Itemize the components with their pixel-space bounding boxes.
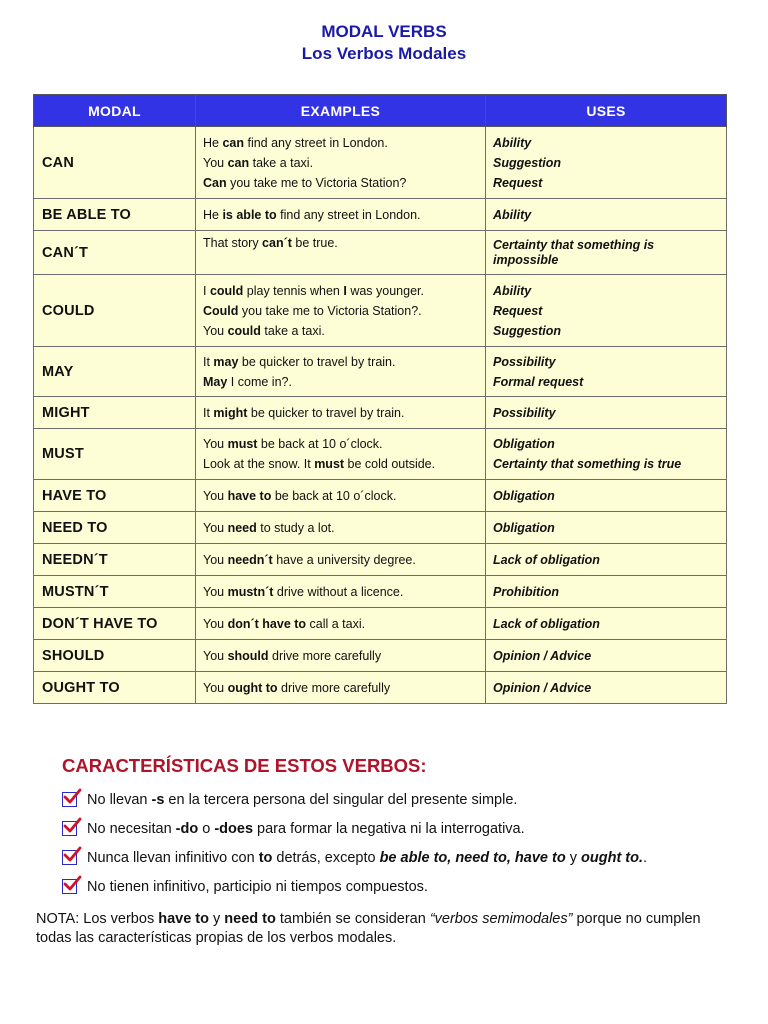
list-text-segment: Nunca llevan infinitivo con bbox=[87, 849, 259, 866]
example-text: He bbox=[203, 207, 223, 222]
list-text-segment: ought to. bbox=[581, 849, 644, 866]
uses-cell bbox=[486, 127, 727, 199]
use-line: Lack of obligation bbox=[493, 616, 600, 631]
example-line bbox=[203, 253, 485, 273]
example-modal-word: mustn´t bbox=[227, 584, 274, 599]
table-row bbox=[34, 347, 727, 397]
use-line: Ability bbox=[493, 207, 532, 222]
example-modal-word: I bbox=[343, 283, 347, 298]
example-line bbox=[203, 582, 485, 602]
example-line bbox=[203, 352, 485, 372]
note-segment: porque no cumplen todas las características propias de los verbos modales. bbox=[36, 911, 701, 946]
modal-cell: DON´T HAVE TO bbox=[34, 608, 196, 640]
example-text: You bbox=[203, 584, 228, 599]
modal-cell: CAN bbox=[34, 127, 196, 199]
use-line: Suggestion bbox=[493, 323, 562, 338]
example-text: You bbox=[203, 323, 228, 338]
uses-cell bbox=[486, 275, 727, 347]
example-text: You bbox=[203, 648, 228, 663]
example-text: be back at 10 o´clock. bbox=[271, 488, 397, 503]
table-row bbox=[34, 397, 727, 429]
example-text: was younger. bbox=[346, 283, 424, 298]
checkbox-checked-icon bbox=[62, 850, 77, 865]
example-line bbox=[203, 372, 485, 392]
list-text-segment: . bbox=[643, 849, 648, 866]
examples-cell bbox=[196, 275, 486, 347]
table-row bbox=[34, 429, 727, 480]
example-text: find any street in London. bbox=[276, 207, 421, 222]
example-text: you take me to Victoria Station? bbox=[226, 175, 407, 190]
example-text: be back at 10 o´clock. bbox=[257, 437, 383, 451]
list-text-segment: -do bbox=[175, 820, 199, 837]
example-line bbox=[203, 301, 485, 321]
page-title: MODAL VERBS bbox=[321, 22, 447, 41]
example-text: find any street in London. bbox=[244, 135, 388, 150]
table-row bbox=[34, 231, 727, 275]
list-text-segment: No necesitan bbox=[87, 820, 176, 837]
example-text: You bbox=[203, 616, 228, 631]
modal-verbs-table bbox=[33, 94, 727, 704]
use-line: Certainty that something is bbox=[493, 237, 655, 252]
example-text: be quicker to travel by train. bbox=[238, 354, 396, 369]
example-line bbox=[203, 403, 485, 423]
uses-cell bbox=[486, 429, 727, 480]
use-line: Request bbox=[493, 303, 543, 318]
examples-cell bbox=[196, 127, 486, 199]
note-paragraph bbox=[36, 910, 736, 948]
header-modal: MODAL bbox=[34, 95, 196, 127]
note-segment: need to bbox=[224, 911, 276, 927]
example-text: be cold outside. bbox=[344, 457, 436, 471]
example-modal-word: need bbox=[227, 520, 257, 535]
example-text: play tennis when bbox=[243, 283, 344, 298]
example-text: take a taxi. bbox=[260, 323, 325, 338]
table-row bbox=[34, 544, 727, 576]
table-row bbox=[34, 640, 727, 672]
examples-cell bbox=[196, 608, 486, 640]
example-line bbox=[203, 678, 485, 698]
use-line: Ability bbox=[493, 283, 532, 298]
uses-cell bbox=[486, 544, 727, 576]
modal-cell: COULD bbox=[34, 275, 196, 347]
uses-cell bbox=[486, 576, 727, 608]
example-line bbox=[203, 133, 485, 153]
examples-cell bbox=[196, 576, 486, 608]
use-line: Obligation bbox=[493, 437, 555, 451]
note-segment: también se consideran bbox=[275, 911, 430, 927]
characteristics-title: CARACTERÍSTICAS DE ESTOS VERBOS: bbox=[62, 755, 427, 776]
examples-cell bbox=[196, 480, 486, 512]
modal-cell: OUGHT TO bbox=[34, 672, 196, 704]
list-text-segment: No tienen infinitivo, participio ni tiempos compuestos. bbox=[87, 878, 428, 895]
example-text: you take me to Victoria Station?. bbox=[238, 303, 422, 318]
use-line: Suggestion bbox=[493, 155, 562, 170]
modal-cell: NEED TO bbox=[34, 512, 196, 544]
use-line: Possibility bbox=[493, 405, 556, 420]
list-text-segment: o bbox=[198, 820, 215, 837]
example-modal-word: could bbox=[209, 283, 244, 298]
note-segment: y bbox=[208, 911, 225, 927]
list-text-segment: -s bbox=[151, 791, 165, 808]
use-line: Ability bbox=[493, 135, 532, 150]
header-uses: USES bbox=[486, 95, 727, 127]
table-row bbox=[34, 512, 727, 544]
checkbox-checked-icon bbox=[62, 879, 77, 894]
example-modal-word: have to bbox=[227, 488, 272, 503]
example-text: drive more carefully bbox=[268, 648, 382, 663]
checkbox-checked-icon bbox=[62, 792, 77, 807]
list-text-segment: en la tercera persona del singular del presente simple. bbox=[164, 791, 518, 808]
checkbox-checked-icon bbox=[62, 821, 77, 836]
example-text: I come in?. bbox=[227, 374, 292, 389]
list-text-segment: para formar la negativa ni la interrogativa. bbox=[253, 820, 525, 837]
list-text-segment: be able to, need to, have to bbox=[379, 849, 566, 866]
uses-cell bbox=[486, 347, 727, 397]
table-row bbox=[34, 608, 727, 640]
use-line: Prohibition bbox=[493, 584, 559, 599]
examples-cell bbox=[196, 640, 486, 672]
modal-cell: SHOULD bbox=[34, 640, 196, 672]
example-text: drive without a licence. bbox=[273, 584, 404, 599]
examples-cell bbox=[196, 672, 486, 704]
examples-cell bbox=[196, 512, 486, 544]
table-row bbox=[34, 199, 727, 231]
use-line: Request bbox=[493, 175, 543, 190]
example-line bbox=[203, 205, 485, 225]
use-line: Opinion / Advice bbox=[493, 680, 592, 695]
use-line: Lack of obligation bbox=[493, 552, 600, 567]
example-modal-word: can bbox=[222, 135, 244, 150]
example-modal-word: must bbox=[227, 437, 258, 451]
example-line bbox=[203, 518, 485, 538]
use-line: Possibility bbox=[493, 354, 556, 369]
example-text: It bbox=[203, 354, 214, 369]
example-line bbox=[203, 454, 485, 474]
example-text: call a taxi. bbox=[306, 616, 366, 631]
list-item-text bbox=[87, 879, 428, 895]
examples-cell bbox=[196, 199, 486, 231]
use-line: Formal request bbox=[493, 374, 584, 389]
list-text-segment: y bbox=[565, 849, 582, 866]
example-text: He bbox=[203, 135, 223, 150]
table-header-row bbox=[34, 95, 727, 127]
characteristics-list bbox=[62, 785, 647, 901]
example-text: to study a lot. bbox=[256, 520, 335, 535]
example-modal-word: don´t have to bbox=[227, 616, 307, 631]
example-modal-word: Could bbox=[203, 303, 239, 318]
modal-cell: HAVE TO bbox=[34, 480, 196, 512]
note-segment: have to bbox=[158, 911, 209, 927]
table-body bbox=[34, 127, 727, 704]
modal-cell: NEEDN´T bbox=[34, 544, 196, 576]
uses-cell bbox=[486, 199, 727, 231]
example-text: You bbox=[203, 552, 228, 567]
example-line bbox=[203, 550, 485, 570]
list-item-text bbox=[87, 821, 525, 837]
table-row bbox=[34, 672, 727, 704]
table-row bbox=[34, 576, 727, 608]
note-segment: NOTA: Los verbos bbox=[36, 911, 159, 927]
modal-cell: BE ABLE TO bbox=[34, 199, 196, 231]
modal-cell: MAY bbox=[34, 347, 196, 397]
uses-cell bbox=[486, 231, 727, 275]
example-line bbox=[203, 434, 485, 454]
examples-cell bbox=[196, 544, 486, 576]
example-text: You bbox=[203, 520, 228, 535]
example-text: have a university degree. bbox=[272, 552, 416, 567]
example-modal-word: may bbox=[213, 354, 239, 369]
example-modal-word: can´t bbox=[262, 235, 292, 250]
example-modal-word: must bbox=[314, 457, 345, 471]
modal-cell: MIGHT bbox=[34, 397, 196, 429]
example-line bbox=[203, 321, 485, 341]
list-text-segment: to bbox=[258, 849, 273, 866]
example-text: It bbox=[203, 405, 214, 420]
list-item bbox=[62, 872, 647, 901]
examples-cell bbox=[196, 397, 486, 429]
example-text: take a taxi. bbox=[249, 155, 314, 170]
header-examples: EXAMPLES bbox=[196, 95, 486, 127]
example-line bbox=[203, 646, 485, 666]
list-item-text bbox=[87, 792, 517, 808]
example-text: Look at the snow. It bbox=[203, 457, 315, 471]
use-line: impossible bbox=[493, 252, 559, 267]
example-text: I bbox=[203, 283, 210, 298]
list-item bbox=[62, 814, 647, 843]
list-text-segment: -does bbox=[214, 820, 254, 837]
example-text: That story bbox=[203, 235, 263, 250]
example-line bbox=[203, 153, 485, 173]
uses-cell bbox=[486, 512, 727, 544]
example-line bbox=[203, 281, 485, 301]
uses-cell bbox=[486, 672, 727, 704]
use-line: Opinion / Advice bbox=[493, 648, 592, 663]
list-text-segment: No llevan bbox=[87, 791, 152, 808]
list-text-segment: detrás, excepto bbox=[272, 849, 380, 866]
example-text: You bbox=[203, 488, 228, 503]
example-modal-word: is able to bbox=[222, 207, 277, 222]
use-line: Certainty that something is true bbox=[493, 457, 682, 471]
example-modal-word: May bbox=[203, 374, 228, 389]
example-modal-word: should bbox=[227, 648, 269, 663]
table-row bbox=[34, 127, 727, 199]
use-line: Obligation bbox=[493, 520, 555, 535]
list-item bbox=[62, 843, 647, 872]
example-line bbox=[203, 614, 485, 634]
list-item-text bbox=[87, 850, 647, 866]
example-text: You bbox=[203, 680, 228, 695]
examples-cell bbox=[196, 429, 486, 480]
list-item bbox=[62, 785, 647, 814]
use-line: Obligation bbox=[493, 488, 555, 503]
examples-cell bbox=[196, 231, 486, 275]
example-text: be true. bbox=[291, 235, 338, 250]
examples-cell bbox=[196, 347, 486, 397]
example-text: drive more carefully bbox=[277, 680, 391, 695]
example-text: be quicker to travel by train. bbox=[247, 405, 405, 420]
example-modal-word: can bbox=[227, 155, 250, 170]
example-modal-word: Can bbox=[203, 175, 227, 190]
example-line bbox=[203, 173, 485, 193]
uses-cell bbox=[486, 397, 727, 429]
page-subtitle: Los Verbos Modales bbox=[301, 44, 467, 63]
table-row bbox=[34, 480, 727, 512]
modal-cell: MUST bbox=[34, 429, 196, 480]
modal-cell: CAN´T bbox=[34, 231, 196, 275]
note-segment: “verbos semimodales” bbox=[429, 911, 573, 927]
uses-cell bbox=[486, 480, 727, 512]
example-modal-word: could bbox=[227, 323, 261, 338]
table-row bbox=[34, 275, 727, 347]
example-text: You bbox=[203, 155, 228, 170]
example-modal-word: needn´t bbox=[227, 552, 273, 567]
example-text: You bbox=[203, 437, 228, 451]
example-modal-word: ought to bbox=[227, 680, 278, 695]
example-line bbox=[203, 486, 485, 506]
uses-cell bbox=[486, 608, 727, 640]
example-line bbox=[203, 233, 485, 253]
example-modal-word: might bbox=[213, 405, 248, 420]
uses-cell bbox=[486, 640, 727, 672]
modal-cell: MUSTN´T bbox=[34, 576, 196, 608]
